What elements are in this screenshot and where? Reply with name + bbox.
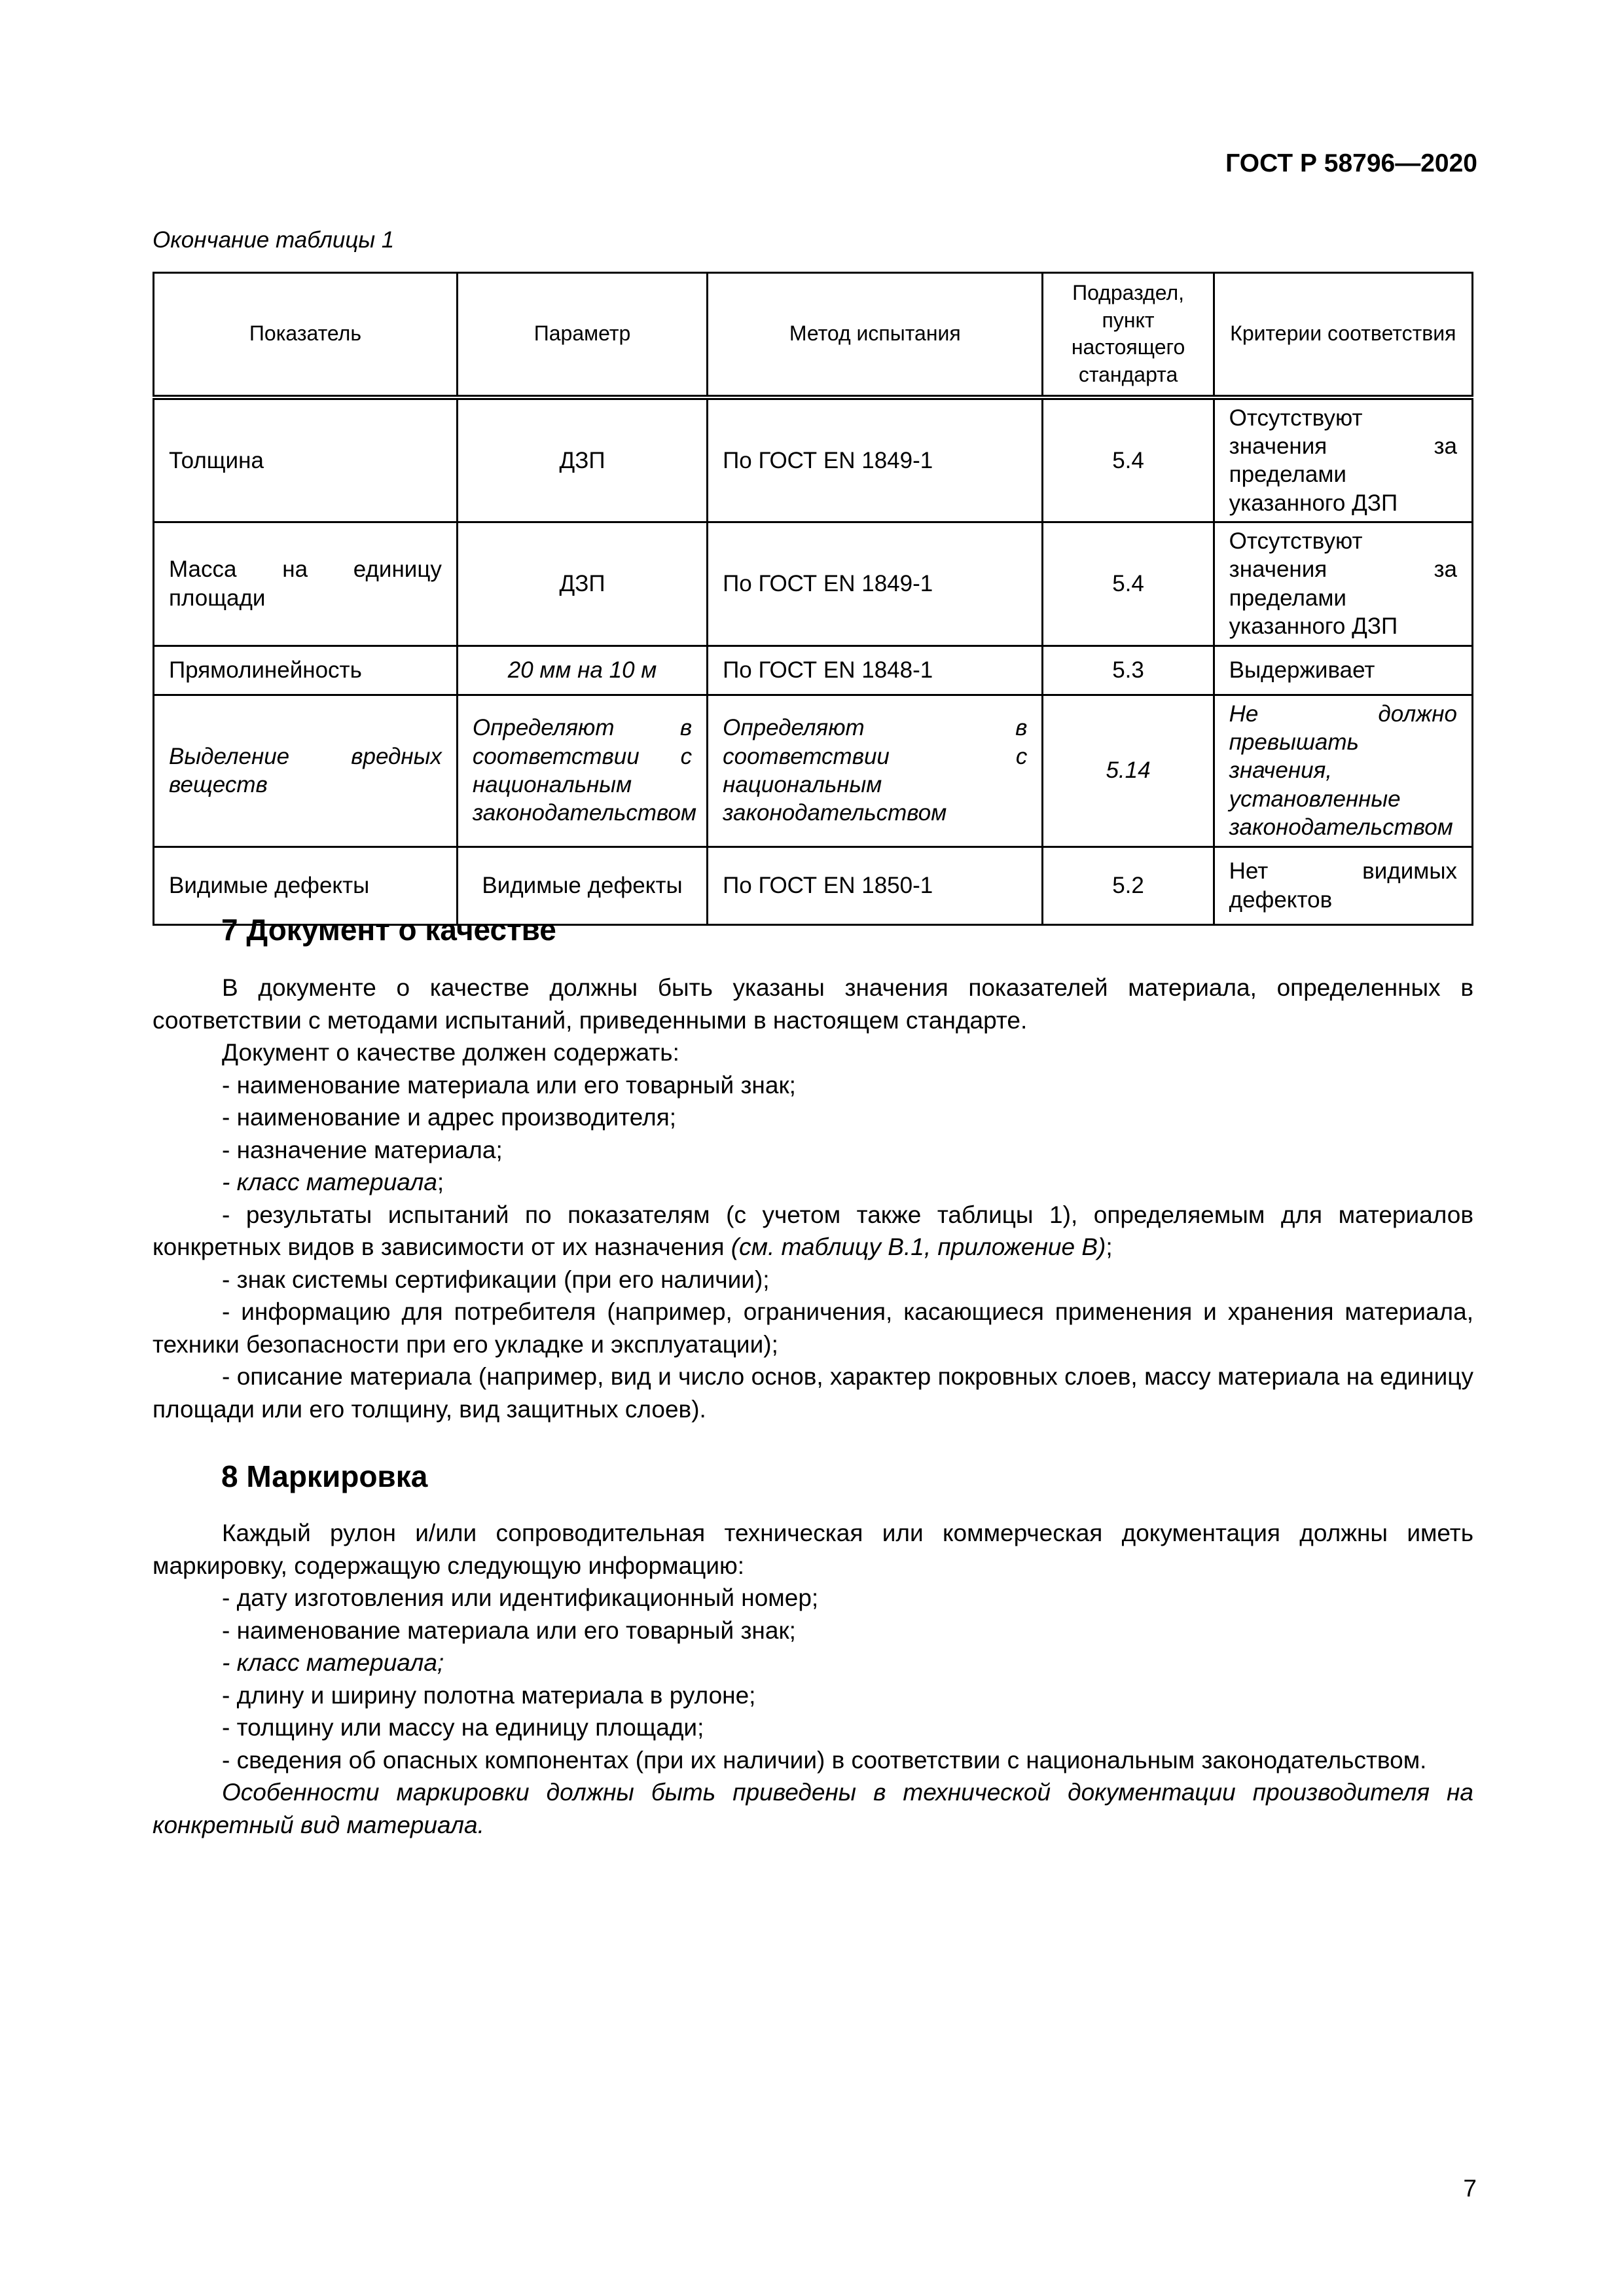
list-item: - информацию для потребителя (например, ограничения, касающиеся применения и хранения материала, техники безопасности при его укладке и эксплуатации);: [153, 1298, 1473, 1358]
cell-criteria: Не должно превышать значения, установленные законодательством: [1214, 695, 1472, 847]
list-item: - описание материала (например, вид и число основ, характер покровных слоев, массу материала на единицу площади или его толщину, вид защитных слоев).: [153, 1363, 1473, 1423]
cell-method: По ГОСТ EN 1848-1: [708, 646, 1043, 695]
cell-indicator: Видимые дефекты: [154, 847, 458, 924]
list-item: [153, 1199, 1473, 1264]
list-item: - наименование материала или его товарный знак;: [222, 1071, 796, 1099]
cell-clause: 5.3: [1043, 646, 1214, 695]
section-8-title: 8 Маркировка: [221, 1459, 428, 1493]
list-item-end: ;: [437, 1169, 444, 1195]
cell-parameter: Видимые дефекты: [457, 847, 707, 924]
cell-criteria: Нет видимых дефектов: [1214, 847, 1472, 924]
section-7-body: [153, 972, 1473, 1425]
cell-method: По ГОСТ EN 1850-1: [708, 847, 1043, 924]
requirements-table: [153, 272, 1473, 926]
table-row: [154, 646, 1473, 695]
cell-indicator: Масса на единицу площади: [154, 522, 458, 646]
section-8-note: Особенности маркировки должны быть приведены в технической документации производителя на конкретный вид материала.: [153, 1779, 1473, 1838]
list-item: - наименование материала или его товарный знак;: [222, 1616, 796, 1644]
cell-criteria: Выдерживает: [1214, 646, 1472, 695]
cell-criteria: Отсутствуют значения за пределами указанного ДЗП: [1214, 522, 1472, 646]
table-header-row: [154, 273, 1473, 397]
section-8-body: [153, 1517, 1473, 1841]
list-item: - толщину или массу на единицу площади;: [222, 1714, 704, 1741]
list-item: - дату изготовления или идентификационный номер;: [222, 1584, 819, 1611]
list-item: - сведения об опасных компонентах (при их наличии) в соответствии с национальным законодательством.: [222, 1746, 1427, 1774]
table-row: [154, 522, 1473, 646]
list-item-end: ;: [1106, 1233, 1113, 1260]
list-item: - длину и ширину полотна материала в рулоне;: [222, 1681, 756, 1709]
cell-clause: 5.4: [1043, 522, 1214, 646]
cell-indicator: Выделение вредных веществ: [154, 695, 458, 847]
list-item: - наименование и адрес производителя;: [222, 1104, 677, 1131]
col-header-clause: Подраздел, пункт настоящего стандарта: [1043, 273, 1214, 397]
col-header-criteria: Критерии соответствия: [1214, 273, 1472, 397]
section-7-title: 7 Документ о качестве: [221, 913, 556, 947]
section-7-lead: Документ о качестве должен содержать:: [222, 1039, 679, 1066]
list-item: - знак системы сертификации (при его наличии);: [222, 1266, 770, 1293]
list-item: [153, 1166, 1473, 1199]
document-id: ГОСТ Р 58796—2020: [1225, 149, 1477, 177]
cell-parameter: ДЗП: [457, 397, 707, 522]
col-header-method: Метод испытания: [708, 273, 1043, 397]
cell-method: По ГОСТ EN 1849-1: [708, 522, 1043, 646]
list-item-text: - результаты испытаний по показателям (с учетом также таблицы 1), определяемым для материалов конкретных видов в зависимости от их назначения: [153, 1201, 1473, 1260]
table-caption: Окончание таблицы 1: [153, 227, 395, 253]
cell-method: По ГОСТ EN 1849-1: [708, 397, 1043, 522]
table-row: [154, 695, 1473, 847]
cell-parameter: ДЗП: [457, 522, 707, 646]
material-class-text: - класс материала: [222, 1169, 437, 1195]
cell-clause: 5.14: [1043, 695, 1214, 847]
cell-criteria: Отсутствуют значения за пределами указанного ДЗП: [1214, 397, 1472, 522]
cell-indicator: Толщина: [154, 397, 458, 522]
col-header-parameter: Параметр: [457, 273, 707, 397]
col-header-indicator: Показатель: [154, 273, 458, 397]
cell-parameter: Определяют в соответствии с национальным законодательством: [457, 695, 707, 847]
section-8-intro: Каждый рулон и/или сопроводительная техническая или коммерческая документация должны иметь маркировку, содержащую следующую информацию:: [153, 1520, 1473, 1579]
list-item: - класс материала;: [222, 1649, 444, 1676]
section-7-intro: В документе о качестве должны быть указаны значения показателей материала, определенных в соответствии с методами испытаний, приведенными в настоящем стандарте.: [153, 974, 1473, 1034]
cell-indicator: Прямолинейность: [154, 646, 458, 695]
page-number: 7: [1463, 2175, 1477, 2202]
table-row: [154, 397, 1473, 522]
table-reference: (см. таблицу В.1, приложение В): [731, 1233, 1106, 1260]
cell-clause: 5.2: [1043, 847, 1214, 924]
cell-parameter: 20 мм на 10 м: [457, 646, 707, 695]
list-item: - назначение материала;: [222, 1136, 503, 1163]
cell-method: Определяют в соответствии с национальным законодательством: [708, 695, 1043, 847]
cell-clause: 5.4: [1043, 397, 1214, 522]
